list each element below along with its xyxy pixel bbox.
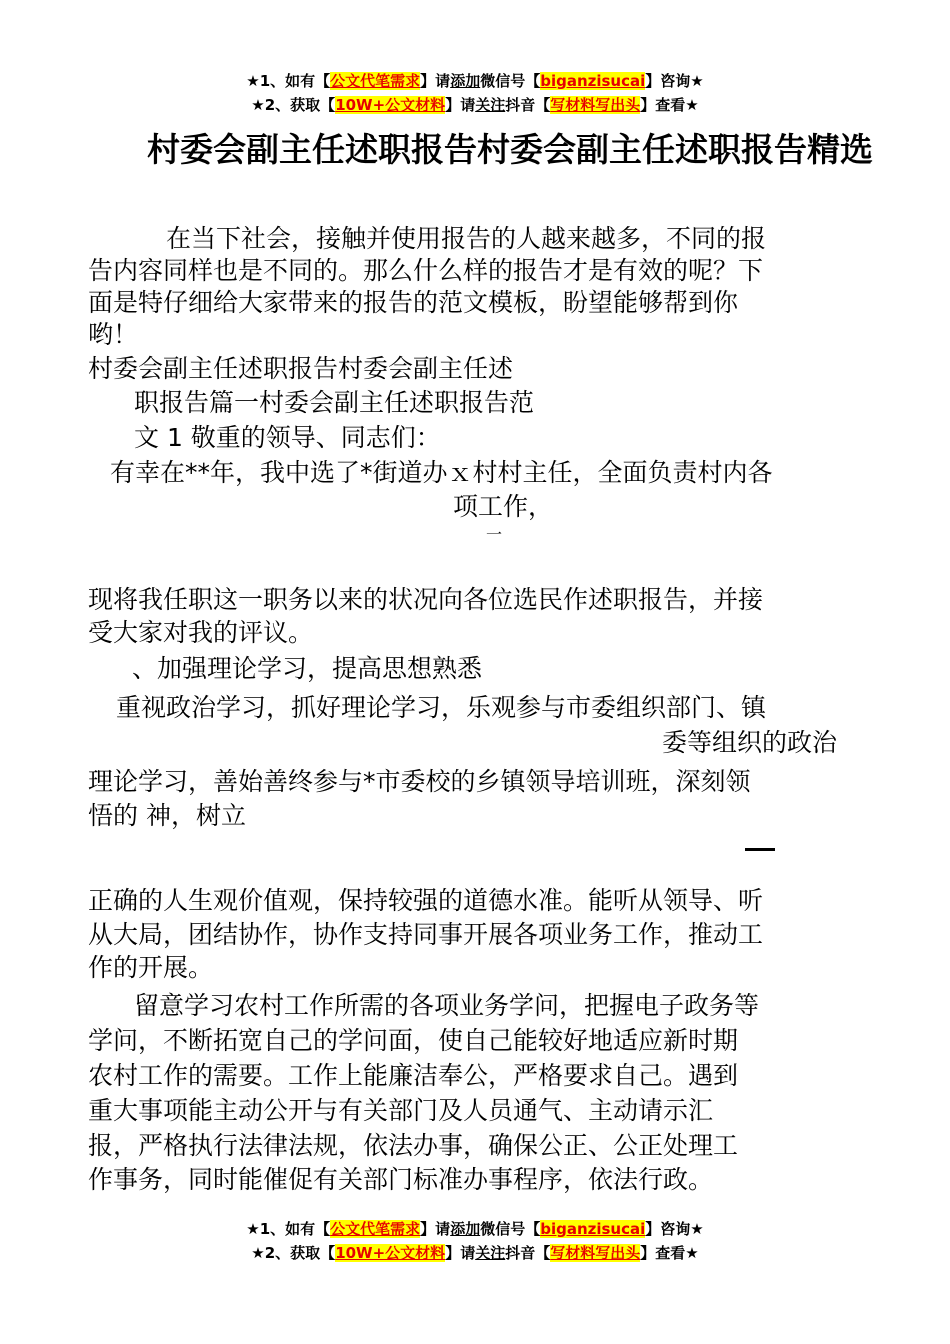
promo-text: 】查看★ xyxy=(640,96,699,114)
para2-line: 现将我任职这一职务以来的状况向各位选民作述职报告，并接 xyxy=(88,585,764,614)
promo-top-line1 xyxy=(0,70,950,92)
para1-line: 有幸在**年，我中选了*街道办ｘ村村主任，全面负责村内各 xyxy=(110,458,773,487)
promo-text: 微信号【 xyxy=(480,72,541,90)
promo-text: 】请 xyxy=(445,96,476,114)
para3-line: 悟的 神，树立 xyxy=(88,801,246,830)
para1-line: 项工作， xyxy=(452,492,553,521)
para4-line: 正确的人生观价值观，保持较强的道德水准。能听从领导、听 xyxy=(88,886,764,915)
promo-highlight: 公文代笔需求 xyxy=(330,1220,421,1238)
document-title: 村委会副主任述职报告村委会副主任述职报告精选 xyxy=(147,130,873,169)
promo-highlight: 写材料写出头 xyxy=(550,1244,641,1262)
promo-highlight: biganzisucai xyxy=(540,72,646,90)
separator-dash: 一 xyxy=(486,525,503,544)
promo-underline: 关注 xyxy=(475,96,506,114)
promo-bottom-line2 xyxy=(0,1242,950,1264)
promo-text: ★1、如有【 xyxy=(246,72,331,90)
promo-text: 】请 xyxy=(420,72,451,90)
promo-highlight: biganzisucai xyxy=(540,1220,646,1238)
promo-text: ★1、如有【 xyxy=(246,1220,331,1238)
sub-heading-line: 村委会副主任述职报告村委会副主任述 xyxy=(88,354,514,383)
promo-text: 】请 xyxy=(420,1220,451,1238)
promo-text: 微信号【 xyxy=(480,1220,541,1238)
intro-line: 哟！ xyxy=(88,320,139,349)
promo-text: 】查看★ xyxy=(640,1244,699,1262)
promo-highlight: 写材料写出头 xyxy=(550,96,641,114)
para5-line: 报，严格执行法律法规，依法办事，确保公正、公正处理工 xyxy=(88,1131,739,1160)
promo-text: 】咨询★ xyxy=(645,72,704,90)
sub-heading-line: 文 1 敬重的领导、同志们： xyxy=(134,423,441,452)
promo-text: ★2、获取【 xyxy=(251,1244,336,1262)
promo-bottom-line1 xyxy=(0,1218,950,1240)
para5-line: 学问，不断拓宽自己的学问面，使自己能较好地适应新时期 xyxy=(88,1026,739,1055)
promo-underline: 关注 xyxy=(475,1244,506,1262)
para4-line: 作的开展。 xyxy=(88,953,214,982)
para4-line: 从大局，团结协作，协作支持同事开展各项业务工作，推动工 xyxy=(88,920,764,949)
promo-underline: 添加 xyxy=(450,72,481,90)
para3-line: 委等组织的政治 xyxy=(662,728,838,757)
promo-highlight: 公文代笔需求 xyxy=(330,72,421,90)
para5-line: 留意学习农村工作所需的各项业务学问，把握电子政务等 xyxy=(134,991,760,1020)
para2-line: 受大家对我的评议。 xyxy=(88,618,314,647)
promo-text: 】咨询★ xyxy=(645,1220,704,1238)
promo-text: 抖音【 xyxy=(505,96,551,114)
para3-line: 重视政治学习，抓好理论学习，乐观参与市委组织部门、镇 xyxy=(116,693,767,722)
para5-line: 农村工作的需要。工作上能廉洁奉公，严格要求自己。遇到 xyxy=(88,1061,739,1090)
section-heading: 、加强理论学习，提高思想熟悉 xyxy=(132,654,483,683)
intro-line: 告内容同样也是不同的。那么什么样的报告才是有效的呢？下 xyxy=(88,256,764,285)
para3-line: 理论学习，善始善终参与*市委校的乡镇领导培训班，深刻领 xyxy=(88,767,751,796)
promo-highlight: 10W+公文材料 xyxy=(335,1244,446,1262)
intro-line: 在当下社会，接触并使用报告的人越来越多，不同的报 xyxy=(166,224,767,253)
intro-line: 面是特仔细给大家带来的报告的范文模板，盼望能够帮到你 xyxy=(88,288,739,317)
promo-underline: 添加 xyxy=(450,1220,481,1238)
promo-text: 】请 xyxy=(445,1244,476,1262)
promo-text: 抖音【 xyxy=(505,1244,551,1262)
separator-bar xyxy=(745,848,775,851)
promo-text: ★2、获取【 xyxy=(251,96,336,114)
para5-line: 作事务，同时能催促有关部门标准办事程序，依法行政。 xyxy=(88,1165,714,1194)
para5-line: 重大事项能主动公开与有关部门及人员通气、主动请示汇 xyxy=(88,1096,714,1125)
promo-top-line2 xyxy=(0,94,950,116)
promo-highlight: 10W+公文材料 xyxy=(335,96,446,114)
sub-heading-line: 职报告篇一村委会副主任述职报告范 xyxy=(134,388,535,417)
